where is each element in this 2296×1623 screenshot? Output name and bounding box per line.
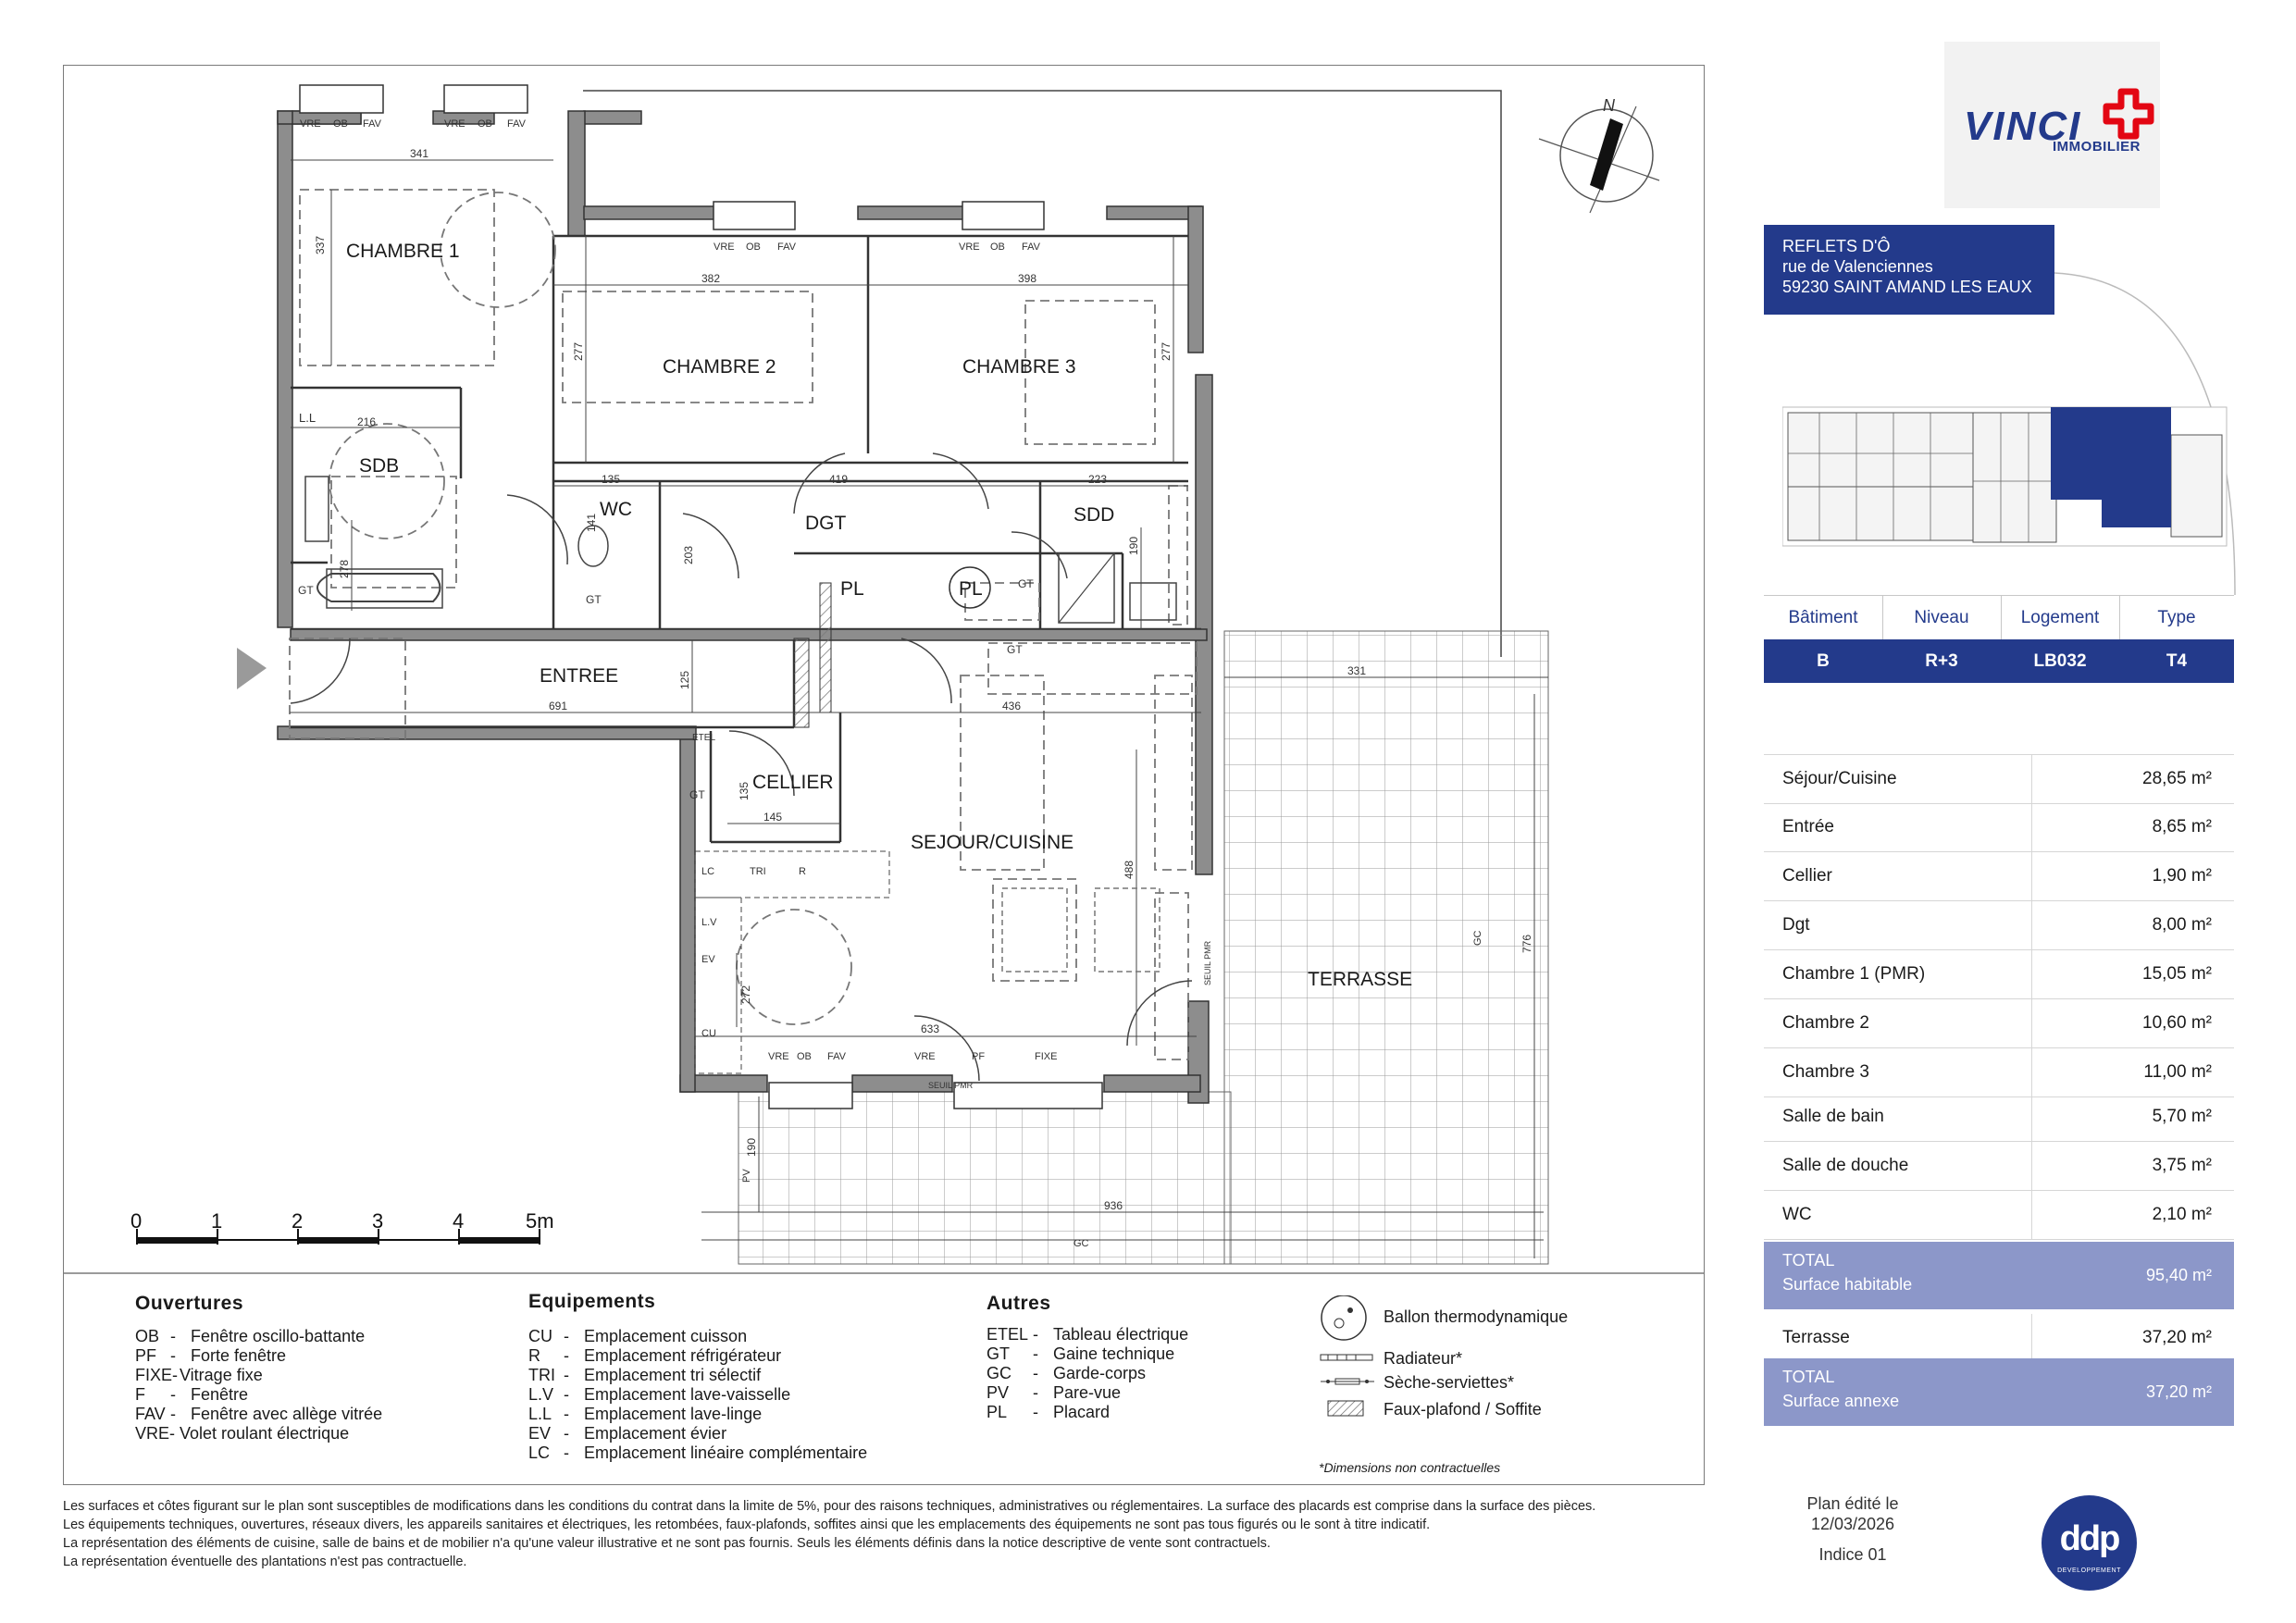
svg-text:VRE: VRE bbox=[714, 242, 735, 253]
brand-logo: VINCI bbox=[1964, 104, 2082, 149]
ballon-icon bbox=[1322, 1295, 1366, 1340]
svg-text:936: 936 bbox=[1104, 1199, 1123, 1212]
room-sdb: SDB bbox=[359, 455, 400, 477]
svg-text:FAV: FAV bbox=[1022, 242, 1040, 253]
svg-text:125: 125 bbox=[678, 670, 691, 689]
svg-text:341: 341 bbox=[410, 147, 429, 160]
svg-text:GC: GC bbox=[1472, 930, 1483, 946]
room-wc: WC bbox=[600, 499, 632, 520]
svg-text:4: 4 bbox=[453, 1209, 465, 1233]
value-type: T4 bbox=[2119, 639, 2234, 683]
svg-text:OB: OB bbox=[478, 118, 492, 130]
legend-autres-title: Autres bbox=[987, 1293, 1051, 1314]
svg-text:CU: CU bbox=[701, 1028, 716, 1039]
svg-text:419: 419 bbox=[829, 473, 849, 486]
placard-2: PL bbox=[959, 578, 983, 600]
room-chambre-2: CHAMBRE 2 bbox=[663, 356, 776, 378]
room-entree: ENTREE bbox=[540, 665, 619, 687]
edition-date: Plan édité le 12/03/2026 bbox=[1806, 1494, 1899, 1533]
svg-text:OB: OB bbox=[333, 118, 348, 130]
legend-equipements-title: Equipements bbox=[528, 1291, 656, 1312]
surface-row: Salle de douche 3,75 m² bbox=[1764, 1142, 2234, 1191]
surface-row: Dgt 8,00 m² bbox=[1764, 901, 2234, 950]
value-logement: LB032 bbox=[2001, 639, 2119, 683]
svg-text:OB: OB bbox=[746, 242, 761, 253]
svg-text:VRE: VRE bbox=[300, 118, 321, 130]
svg-text:691: 691 bbox=[549, 700, 568, 712]
svg-text:L.L: L.L bbox=[299, 411, 316, 425]
svg-text:VRE: VRE bbox=[959, 242, 980, 253]
header-niveau: Niveau bbox=[1882, 595, 2002, 641]
legend-autres-list: ETEL - Tableau électrique GT - Gaine technique GC - Garde-corps PV - Pare-vue PL - Placard bbox=[987, 1325, 1189, 1421]
header-type: Type bbox=[2119, 595, 2234, 641]
svg-text:GT: GT bbox=[298, 584, 314, 597]
svg-text:FIXE: FIXE bbox=[1035, 1051, 1058, 1062]
svg-text:R: R bbox=[799, 866, 806, 877]
svg-text:SEUIL PMR: SEUIL PMR bbox=[1203, 940, 1212, 985]
terrasse-row: Terrasse 37,20 m² bbox=[1764, 1314, 2234, 1363]
svg-text:382: 382 bbox=[701, 272, 721, 285]
floor-plan bbox=[63, 65, 1705, 1277]
svg-text:FAV: FAV bbox=[507, 118, 526, 130]
svg-text:OB: OB bbox=[797, 1051, 812, 1062]
svg-text:223: 223 bbox=[1088, 473, 1108, 486]
svg-text:GT: GT bbox=[689, 788, 705, 801]
seche-serviettes-icon bbox=[1321, 1379, 1374, 1384]
ddp-logo: ddp DEVELOPPEMENT bbox=[2042, 1495, 2137, 1591]
svg-text:GT: GT bbox=[586, 593, 602, 606]
svg-text:0: 0 bbox=[130, 1209, 143, 1233]
project-street: rue de Valenciennes bbox=[1782, 257, 1933, 276]
svg-text:277: 277 bbox=[1160, 341, 1173, 361]
svg-text:633: 633 bbox=[921, 1022, 940, 1035]
svg-text:FAV: FAV bbox=[777, 242, 796, 253]
svg-text:PV: PV bbox=[741, 1169, 752, 1183]
svg-text:VRE: VRE bbox=[444, 118, 465, 130]
surface-row: WC 2,10 m² bbox=[1764, 1191, 2234, 1240]
disclaimer: Les surfaces et côtes figurant sur le plan sont susceptibles de modifications dans les conditions du contrat dans la limite de 5%, pour des raisons techniques, administratives ou réglementaires. La surface des placards est comprise dans la surface des pièces. Les équipements techniques, ouvertures, réseaux divers, les appareils sanitaires et électriques, les retombées, faux-plafonds, soffites ainsi que les emplacements des équipements ne sont pas tous figurés ou le sont à titre indicatif. La représentation des éléments de cuisine, salle de bains et de mobilier n'a qu'une valeur illustrative et ne sont pas fournis. Seuls les éléments définis dans la notice descriptive de vente sont contractuels. La représentation éventuelle des plantations n'est pas contractuelle. bbox=[63, 1499, 1596, 1569]
legend-faux-plafond-label: Faux-plafond / Soffite bbox=[1384, 1400, 1542, 1419]
scale-bar bbox=[137, 1229, 540, 1245]
surface-row: Salle de bain 5,70 m² bbox=[1764, 1093, 2234, 1142]
svg-text:PF: PF bbox=[972, 1051, 986, 1062]
svg-text:272: 272 bbox=[739, 985, 752, 1004]
legend-symbols bbox=[1319, 1295, 1384, 1425]
svg-text:SEUIL PMR: SEUIL PMR bbox=[928, 1081, 974, 1090]
room-sejour: SEJOUR/CUISINE bbox=[911, 832, 1074, 853]
project-city: 59230 SAINT AMAND LES EAUX bbox=[1782, 278, 2032, 296]
svg-text:398: 398 bbox=[1018, 272, 1037, 285]
svg-text:GT: GT bbox=[1018, 577, 1034, 590]
svg-text:277: 277 bbox=[572, 341, 585, 361]
legend-ballon-label: Ballon thermodynamique bbox=[1384, 1307, 1569, 1326]
total-habitable-row: TOTAL Surface habitable 95,40 m² bbox=[1764, 1242, 2234, 1309]
svg-text:EV: EV bbox=[701, 954, 715, 965]
faux-plafond-icon bbox=[1328, 1401, 1363, 1416]
svg-text:776: 776 bbox=[1520, 934, 1533, 953]
value-niveau: R+3 bbox=[1882, 639, 2001, 683]
building-key-plan bbox=[1782, 398, 2236, 555]
svg-text:2: 2 bbox=[292, 1209, 304, 1233]
svg-text:FAV: FAV bbox=[827, 1051, 846, 1062]
svg-text:OB: OB bbox=[990, 242, 1005, 253]
svg-text:ETEL: ETEL bbox=[692, 733, 716, 743]
room-sdd: SDD bbox=[1074, 504, 1115, 526]
legend-equipements-list: CU - Emplacement cuisson R - Emplacement réfrigérateur TRI - Emplacement tri sélectif L.V - Emplacement lave-vaisselle L.L - Emplacement lave-linge EV - Emplacement évier LC - Emplacement linéaire complémentaire bbox=[528, 1327, 868, 1462]
header-batiment: Bâtiment bbox=[1764, 595, 1883, 641]
legend-ouvertures-title: Ouvertures bbox=[135, 1293, 244, 1314]
edition-indice: Indice 01 bbox=[1818, 1545, 1887, 1564]
legend-ouvertures-list: OB - Fenêtre oscillo-battante PF - Forte fenêtre FIXE- Vitrage fixe F - Fenêtre FAV - Fenêtre avec allège vitrée VRE- Volet roulant électrique bbox=[135, 1327, 383, 1443]
svg-text:VRE: VRE bbox=[914, 1051, 936, 1062]
svg-text:278: 278 bbox=[338, 559, 351, 578]
svg-text:VRE: VRE bbox=[768, 1051, 789, 1062]
terrace-grid-bottom bbox=[738, 1092, 1231, 1264]
svg-text:FAV: FAV bbox=[363, 118, 381, 130]
project-address bbox=[1764, 225, 2054, 315]
radiateur-icon bbox=[1321, 1355, 1372, 1360]
svg-text:GC: GC bbox=[1074, 1238, 1089, 1249]
vinci-cross-icon bbox=[2101, 88, 2156, 155]
room-cellier: CELLIER bbox=[752, 772, 834, 793]
brand-sub: IMMOBILIER bbox=[2053, 139, 2141, 155]
surface-row: Séjour/Cuisine 28,65 m² bbox=[1764, 754, 2234, 804]
svg-text:488: 488 bbox=[1123, 860, 1136, 879]
surface-row: Chambre 3 11,00 m² bbox=[1764, 1048, 2234, 1097]
svg-text:436: 436 bbox=[1002, 700, 1022, 712]
project-name: REFLETS D'Ô bbox=[1782, 237, 1891, 255]
svg-text:331: 331 bbox=[1347, 664, 1367, 677]
room-dgt: DGT bbox=[805, 513, 847, 534]
legend-radiateur-label: Radiateur* bbox=[1384, 1349, 1463, 1368]
dimensions-note: *Dimensions non contractuelles bbox=[1319, 1460, 1501, 1475]
north-arrow-icon bbox=[1539, 106, 1659, 213]
room-chambre-3: CHAMBRE 3 bbox=[962, 356, 1076, 378]
svg-text:135: 135 bbox=[738, 781, 751, 800]
svg-text:135: 135 bbox=[602, 473, 621, 486]
legend-seche-label: Sèche-serviettes* bbox=[1384, 1373, 1515, 1392]
surface-row: Cellier 1,90 m² bbox=[1764, 852, 2234, 901]
surface-row: Chambre 1 (PMR) 15,05 m² bbox=[1764, 950, 2234, 999]
room-terrasse: TERRASSE bbox=[1308, 969, 1413, 990]
svg-text:LC: LC bbox=[701, 866, 715, 877]
svg-text:216: 216 bbox=[357, 415, 377, 428]
svg-text:337: 337 bbox=[314, 235, 327, 254]
svg-text:190: 190 bbox=[745, 1137, 758, 1157]
header-logement: Logement bbox=[2001, 595, 2120, 641]
svg-text:L.V: L.V bbox=[701, 917, 717, 928]
room-chambre-1: CHAMBRE 1 bbox=[346, 241, 460, 262]
terrace-grid-right bbox=[1224, 631, 1548, 1264]
placard-1: PL bbox=[840, 578, 864, 600]
svg-text:1: 1 bbox=[211, 1209, 223, 1233]
total-annexe-row: TOTAL Surface annexe 37,20 m² bbox=[1764, 1358, 2234, 1426]
svg-text:145: 145 bbox=[763, 811, 783, 824]
svg-text:190: 190 bbox=[1127, 536, 1140, 555]
surface-row: Chambre 2 10,60 m² bbox=[1764, 999, 2234, 1048]
value-batiment: B bbox=[1764, 639, 1882, 683]
svg-text:141: 141 bbox=[585, 513, 598, 532]
svg-text:TRI: TRI bbox=[750, 866, 766, 877]
svg-text:3: 3 bbox=[372, 1209, 384, 1233]
svg-text:203: 203 bbox=[682, 545, 695, 564]
svg-text:5m: 5m bbox=[526, 1209, 554, 1233]
svg-text:N: N bbox=[1603, 96, 1615, 115]
surface-row: Entrée 8,65 m² bbox=[1764, 803, 2234, 852]
svg-text:GT: GT bbox=[1007, 643, 1023, 656]
